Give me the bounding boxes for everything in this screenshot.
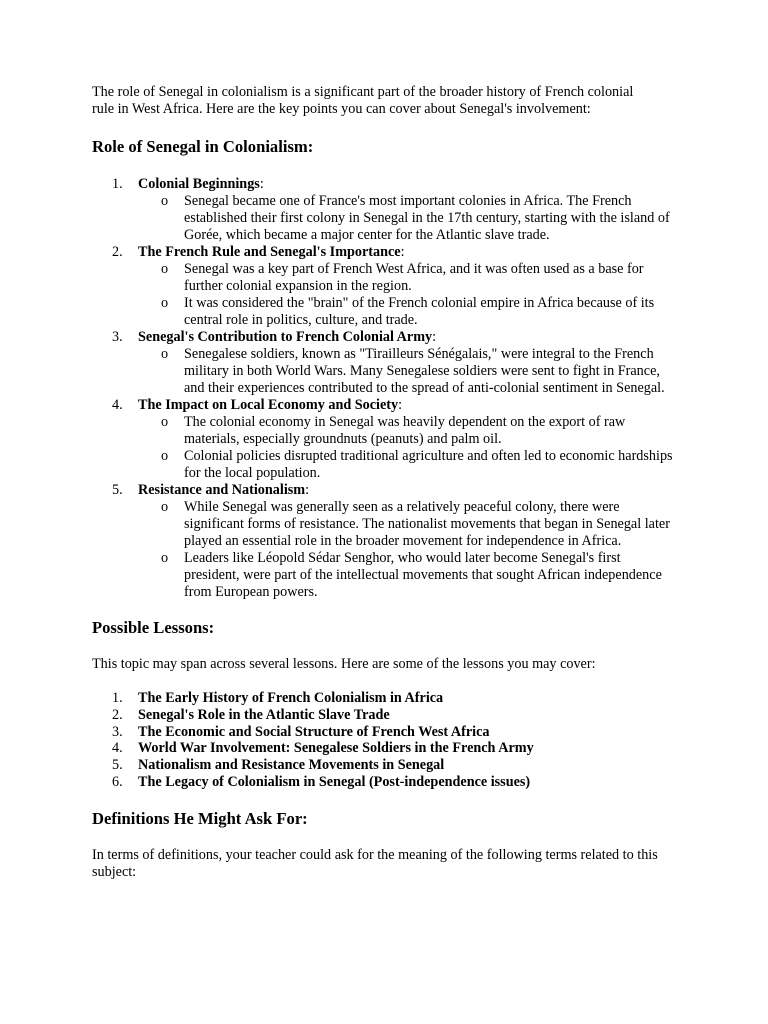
sub-bullet-text: While Senegal was generally seen as a relatively peaceful colony, there were significant forms of resistance. The nationalist movements that began in Senegal later played an essential role in the broader movement for independence in Africa. [184,499,670,549]
colon-text: : [432,329,437,345]
lesson-number: 2. [112,706,123,723]
sub-bullet-list [138,414,676,482]
sub-bullet-item [138,414,676,448]
sub-bullet-list [138,499,676,601]
colon-text: : [305,482,310,498]
bullet-icon: o [161,261,169,277]
colon-text: : [400,244,405,260]
lessons-list [92,690,676,791]
point-item [92,482,676,601]
definitions-heading: Definitions He Might Ask For: [92,808,308,828]
sub-bullet-text: Senegal was a key part of French West Africa, and it was often used as a base for further colonial expansion in the region. [184,261,644,294]
bullet-icon: o [161,346,169,362]
bullet-icon: o [161,414,169,430]
lesson-number: 3. [112,723,123,740]
point-title: Senegal's Contribution to French Colonial Army [138,329,433,345]
sub-bullet-item [138,193,676,244]
sub-bullet-list [138,261,676,329]
bullet-icon: o [161,193,169,209]
lesson-number: 4. [112,740,123,757]
lesson-number: 1. [112,690,123,706]
sub-bullet-text: Colonial policies disrupted traditional agriculture and often led to economic hardships for the local population. [184,448,673,481]
sub-bullet-list [138,346,676,397]
point-title: Resistance and Nationalism [138,482,306,498]
sub-bullet-item [138,550,676,601]
point-item [92,244,676,329]
point-item [92,176,676,244]
sub-bullet-text: The colonial economy in Senegal was heavily dependent on the export of raw materials, especially groundnuts (peanuts) and palm oil. [184,414,626,447]
sub-bullet-item [138,346,676,397]
intro-paragraph: The role of Senegal in colonialism is a significant part of the broader history of French colonial rule in West Africa. Here are the key points you can cover about Senegal's involvement: [92,84,634,117]
sub-bullet-item [138,499,676,550]
lesson-item [92,774,676,791]
lesson-text: World War Involvement: Senegalese Soldiers in the French Army [138,740,534,757]
point-number: 3. [112,329,123,345]
point-title: The French Rule and Senegal's Importance [138,244,401,260]
point-item [92,397,676,482]
sub-bullet-list [138,193,676,244]
bullet-icon: o [161,448,169,464]
lesson-item [92,757,676,774]
point-number: 2. [112,244,123,260]
colon-text: : [398,397,403,413]
role-heading: Role of Senegal in Colonialism: [92,137,314,156]
bullet-icon: o [161,295,169,311]
colon-text: : [259,176,264,192]
lesson-item [92,724,676,741]
sub-bullet-text: Senegal became one of France's most important colonies in Africa. The French established their first colony in Senegal in the 17th century, starting with the island of Gorée, which became a major center for the Atlantic slave trade. [184,193,670,243]
lesson-item [92,707,676,724]
lesson-text: Senegal's Role in the Atlantic Slave Trade [138,706,390,723]
role-points-list [92,176,676,601]
lesson-item [92,690,676,707]
lesson-text: The Legacy of Colonialism in Senegal (Post-independence issues) [138,773,531,790]
lesson-text: The Economic and Social Structure of French West Africa [138,723,490,740]
point-title: The Impact on Local Economy and Society [138,397,399,413]
lesson-text: Nationalism and Resistance Movements in Senegal [138,757,445,774]
point-item [92,329,676,397]
lessons-heading: Possible Lessons: [92,618,215,637]
sub-bullet-item [138,448,676,482]
sub-bullet-text: It was considered the "brain" of the French colonial empire in Africa because of its central role in politics, culture, and trade. [184,295,655,328]
sub-bullet-text: Senegalese soldiers, known as "Tirailleurs Sénégalais," were integral to the French military in both World Wars. Many Senegalese soldiers were sent to fight in France, and their experiences contributed to the spread of anti-colonial sentiment in Senegal. [184,346,665,396]
lesson-item [92,740,676,757]
sub-bullet-item [138,261,676,295]
sub-bullet-item [138,295,676,329]
point-number: 4. [112,397,123,413]
lessons-intro-paragraph: This topic may span across several lessons. Here are some of the lessons you may cover: [92,656,596,672]
sub-bullet-text: Leaders like Léopold Sédar Senghor, who would later become Senegal's first president, were part of the intellectual movements that sought African independence from European powers. [184,550,662,600]
lesson-text: The Early History of French Colonialism in Africa [138,690,444,706]
lesson-number: 5. [112,757,123,774]
bullet-icon: o [161,499,169,515]
bullet-icon: o [161,550,169,566]
point-number: 1. [112,176,123,192]
point-number: 5. [112,482,123,498]
point-title: Colonial Beginnings [138,176,260,192]
lesson-number: 6. [112,773,123,790]
definitions-intro-paragraph: In terms of definitions, your teacher could ask for the meaning of the following terms related to this subject: [92,846,658,880]
